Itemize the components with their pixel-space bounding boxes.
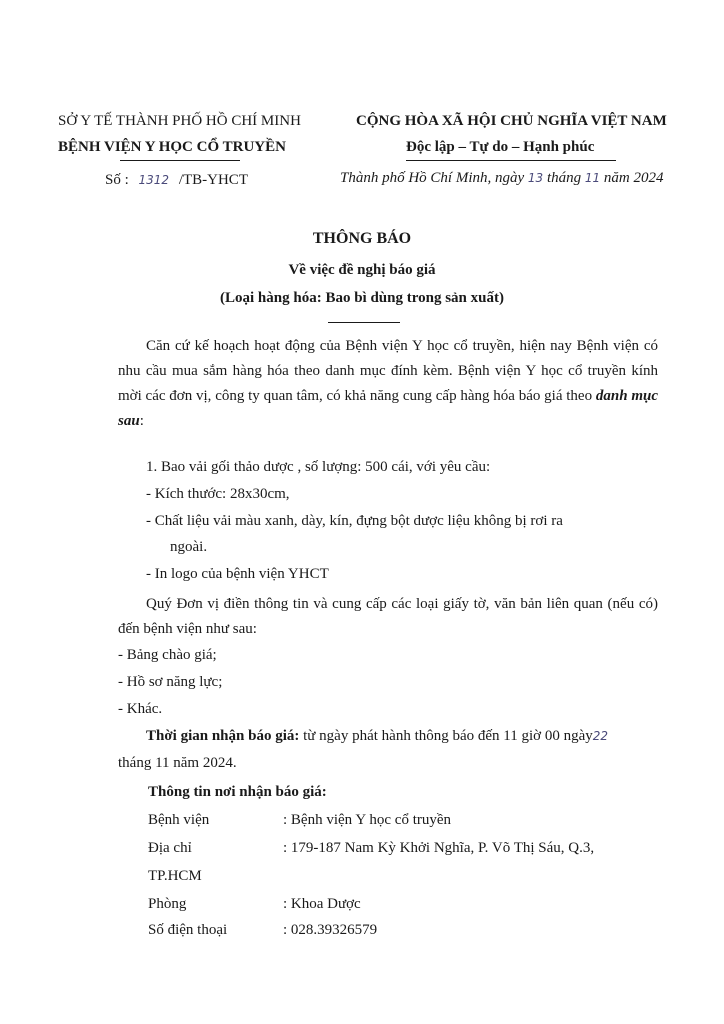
date-part-1: Thành phố Hồ Chí Minh, ngày xyxy=(340,170,525,186)
deadline-line-2: tháng 11 năm 2024. xyxy=(118,755,237,771)
receiver-label-city: TP.HCM xyxy=(148,868,202,884)
document-subject: Về việc đề nghị báo giá xyxy=(288,262,436,278)
motto-underline xyxy=(406,160,616,161)
item-line-3: - Chất liệu vải màu xanh, dày, kín, đựng bột dược liệu không bị rơi ra xyxy=(146,513,563,529)
receiver-value-hospital: : Bệnh viện Y học cổ truyền xyxy=(283,812,452,828)
request-paragraph: Quý Đơn vị điền thông tin và cung cấp các loại giấy tờ, văn bản liên quan (nếu có) đến bệnh viện như sau: xyxy=(118,596,658,637)
receiver-value-phone: : 028.39326579 xyxy=(283,922,378,938)
number-handwritten: 1312 xyxy=(138,173,170,187)
item-line-5: - In logo của bệnh viện YHCT xyxy=(146,566,329,582)
receiver-value-address: : 179-187 Nam Kỳ Khởi Nghĩa, P. Võ Thị Sáu, Q.3, xyxy=(283,840,595,856)
item-line-1: 1. Bao vải gối thảo dược , số lượng: 500 cái, với yêu cầu: xyxy=(146,459,491,475)
date-part-2: tháng xyxy=(546,170,582,186)
goods-category: (Loại hàng hóa: Bao bì dùng trong sản xuất) xyxy=(220,290,504,306)
deadline-line xyxy=(146,728,608,745)
receiver-label-department: Phòng xyxy=(148,896,187,912)
title-divider xyxy=(328,322,400,323)
receiver-label-phone: Số điện thoại xyxy=(148,922,228,938)
department-name: SỞ Y TẾ THÀNH PHỐ HỒ CHÍ MINH xyxy=(58,113,301,129)
doc-item-2: - Hồ sơ năng lực; xyxy=(118,674,223,690)
doc-item-3: - Khác. xyxy=(118,701,163,717)
country-name: CỘNG HÒA XÃ HỘI CHỦ NGHĨA VIỆT NAM xyxy=(356,113,667,129)
receiver-value-department: : Khoa Dược xyxy=(283,896,361,912)
receiver-label-address: Địa chỉ xyxy=(148,840,192,856)
date-month-handwritten: 11 xyxy=(584,171,601,185)
document-title: THÔNG BÁO xyxy=(312,230,412,247)
deadline-label: Thời gian nhận báo giá: xyxy=(146,728,300,744)
intro-end: : xyxy=(139,413,144,429)
deadline-day-handwritten: 22 xyxy=(592,729,609,743)
document-number xyxy=(105,172,248,189)
national-motto: Độc lập – Tự do – Hạnh phúc xyxy=(406,139,595,155)
receiver-heading: Thông tin nơi nhận báo giá: xyxy=(148,784,327,800)
intro-text: Căn cứ kế hoạch hoạt động của Bệnh viện Y học cổ truyền, hiện nay Bệnh viện có nhu cầu mua sắm hàng hóa theo danh mục đính kèm. Bệnh viện Y học cổ truyền kính mời các đơn vị, công ty quan tâm, có khả năng cung cấp hàng hóa báo giá theo xyxy=(118,338,658,404)
intro-emphasis: danh mục sau xyxy=(118,388,659,429)
hospital-underline xyxy=(120,160,240,161)
item-line-2: - Kích thước: 28x30cm, xyxy=(146,486,290,502)
deadline-text: từ ngày phát hành thông báo đến 11 giờ 00 ngày xyxy=(303,728,593,744)
date-part-3: năm 2024 xyxy=(603,170,664,186)
item-line-4: ngoài. xyxy=(170,539,208,555)
date-day-handwritten: 13 xyxy=(527,171,544,185)
receiver-label-hospital: Bệnh viện xyxy=(148,812,210,828)
doc-item-1: - Bảng chào giá; xyxy=(118,647,217,663)
issue-date xyxy=(340,170,664,187)
hospital-name: BỆNH VIỆN Y HỌC CỔ TRUYỀN xyxy=(58,139,286,155)
number-prefix: Số : xyxy=(105,172,129,188)
intro-paragraph xyxy=(118,334,658,434)
number-suffix: /TB-YHCT xyxy=(178,172,248,188)
